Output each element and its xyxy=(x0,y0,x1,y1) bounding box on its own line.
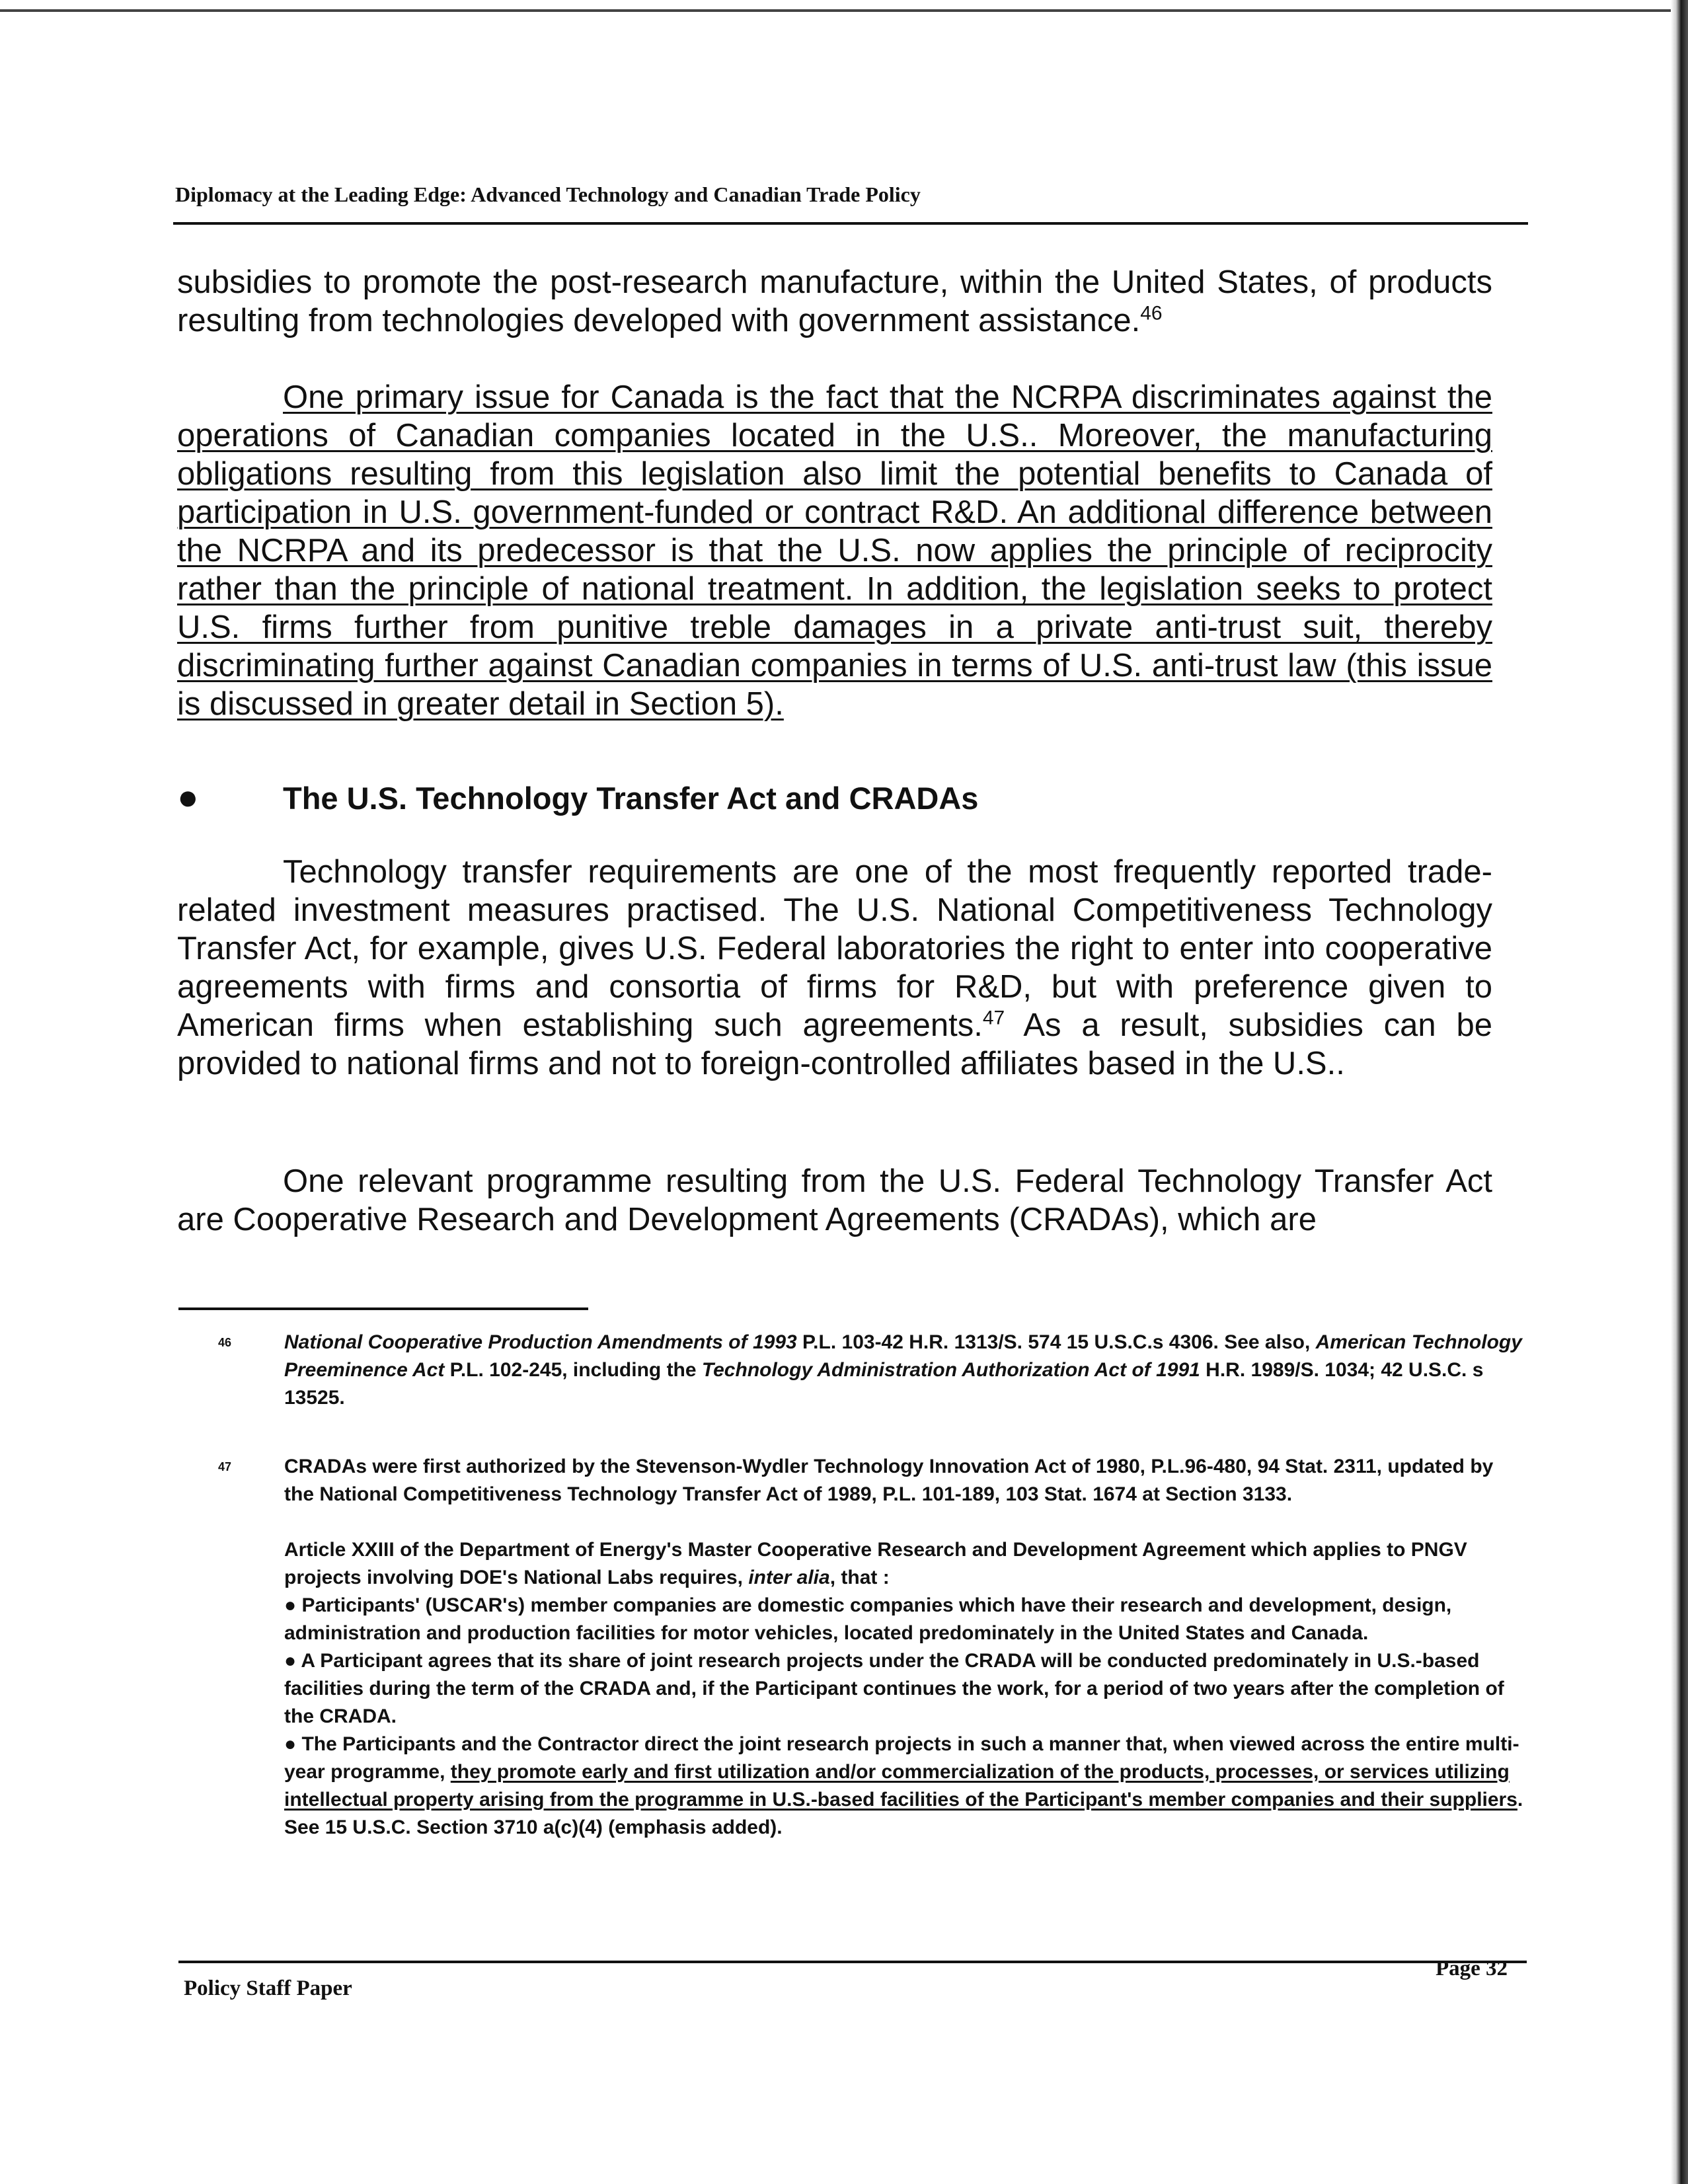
header-rule xyxy=(173,222,1528,225)
paragraph-continuation xyxy=(177,263,1492,340)
running-header: Diplomacy at the Leading Edge: Advanced Technology and Canadian Trade Policy xyxy=(175,182,921,206)
footnote-ref-46: 46 xyxy=(1140,302,1163,325)
footnote-bullet xyxy=(284,1731,1527,1842)
bullet-icon: ● xyxy=(177,777,199,817)
paragraph-cradas: One relevant programme resulting from the U.S. Federal Technology Transfer Act are Cooperative Research and Development Agreements (CRADAs), which are xyxy=(177,1163,1492,1237)
paragraph-text: Technology transfer requirements are one of the most frequently reported trade-related investment measures practised. The U.S. National Competitiveness Technology Transfer Act, for example, gives U.S. Federal laboratories the right to enter into cooperative agreements with firms and consortia of firms for R&D, but with preference given to American firms when establishing such agreements. xyxy=(177,854,1492,1043)
section-heading-text: The U.S. Technology Transfer Act and CRADAs xyxy=(283,781,979,816)
footnote-text: . See 15 U.S.C. Section 3710 a(c)(4) (emphasis added). xyxy=(284,1789,1523,1838)
paragraph-text: As a result, subsidies can be provided to national firms and not to foreign-controlled affiliates based in the U.S.. xyxy=(177,1007,1492,1081)
footnote-paragraph xyxy=(284,1536,1527,1592)
footnote-number: 46 xyxy=(218,1336,232,1349)
footnote-47 xyxy=(218,1453,1527,1842)
footnote-text: , that : xyxy=(829,1567,890,1588)
footnote-emphasis: they promote early and first utilization and/or commercialization of the products, processes, or services utilizing intellectual property arising from the programme in U.S.-based facilities of the Participant's member companies and their suppliers xyxy=(284,1761,1517,1811)
footnote-body xyxy=(284,1453,1527,1842)
footer-rule xyxy=(178,1961,1527,1963)
paragraph-tech-transfer xyxy=(177,853,1492,1083)
footnote-ref-47: 47 xyxy=(982,1007,1005,1029)
footnote-text: Article XXIII of the Department of Energy's Master Cooperative Research and Development Agreement which applies to PNGV projects involving DOE's National Labs requires, xyxy=(284,1539,1467,1588)
footnote-italic: inter alia xyxy=(748,1567,830,1588)
footnote-paragraph: CRADAs were first authorized by the Stevenson-Wydler Technology Innovation Act of 1980, P.L.96-480, 94 Stat. 2311, updated by the National Competitiveness Technology Transfer Act of 1989, P.L. 101-189, 103 Stat. 1674 at Section 3133. xyxy=(284,1456,1494,1505)
footnote-rule xyxy=(178,1307,588,1310)
scan-right-edge xyxy=(1671,0,1688,2184)
footnote-bullet: ● Participants' (USCAR's) member companies are domestic companies which have their research and development, design, administration and production facilities for motor vehicles, located predominately in the United States and Canada. xyxy=(284,1594,1452,1644)
citation-title: Technology Administration Authorization Act of 1991 xyxy=(701,1359,1200,1381)
footnote-text: P.L. 102-245, including the xyxy=(444,1359,702,1381)
page-number: Page 32 xyxy=(1436,1957,1508,1980)
paragraph-ncrpa: One primary issue for Canada is the fact that the NCRPA discriminates against the operations of Canadian companies located in the U.S.. Moreover, the manufacturing obligations resulting from this legislation also limit the potential benefits to Canada of participation in U.S. government-funded or contract R&D. An additional difference between the NCRPA and its predecessor is that the U.S. now applies the principle of reciprocity rather than the principle of national treatment. In addition, the legislation seeks to protect U.S. firms further from punitive treble damages in a private anti-trust suit, thereby discriminating further against Canadian companies in terms of U.S. anti-trust law (this issue is discussed in greater detail in Section 5). xyxy=(177,379,1492,722)
footnote-body xyxy=(284,1329,1527,1412)
footnote-46 xyxy=(218,1329,1527,1412)
footer-publication: Policy Staff Paper xyxy=(184,1976,352,2000)
footnote-text: H.R. 1989/S. 1034; 42 U.S.C. s 13525. xyxy=(284,1359,1484,1409)
citation-title: American Technology Preeminence Act xyxy=(284,1331,1522,1381)
paragraph-text: subsidies to promote the post-research manufacture, within the United States, of products resulting from technologies developed with government assistance. xyxy=(177,264,1492,338)
scan-top-edge xyxy=(0,9,1688,12)
section-heading xyxy=(177,777,1492,818)
footnote-number: 47 xyxy=(218,1460,232,1473)
footnote-text: ● The Participants and the Contractor direct the joint research projects in such a manner that, when viewed across the entire multi-year programme, xyxy=(284,1733,1519,1783)
citation-title: National Cooperative Production Amendments of 1993 xyxy=(284,1331,797,1353)
footnote-text: P.L. 103-42 H.R. 1313/S. 574 15 U.S.C.s 4306. See also, xyxy=(796,1331,1316,1353)
footnote-bullet: ● A Participant agrees that its share of joint research projects under the CRADA will be conducted predominately in U.S.-based facilities during the term of the CRADA and, if the Participant continues the work, for a period of two years after the completion of the CRADA. xyxy=(284,1650,1504,1727)
